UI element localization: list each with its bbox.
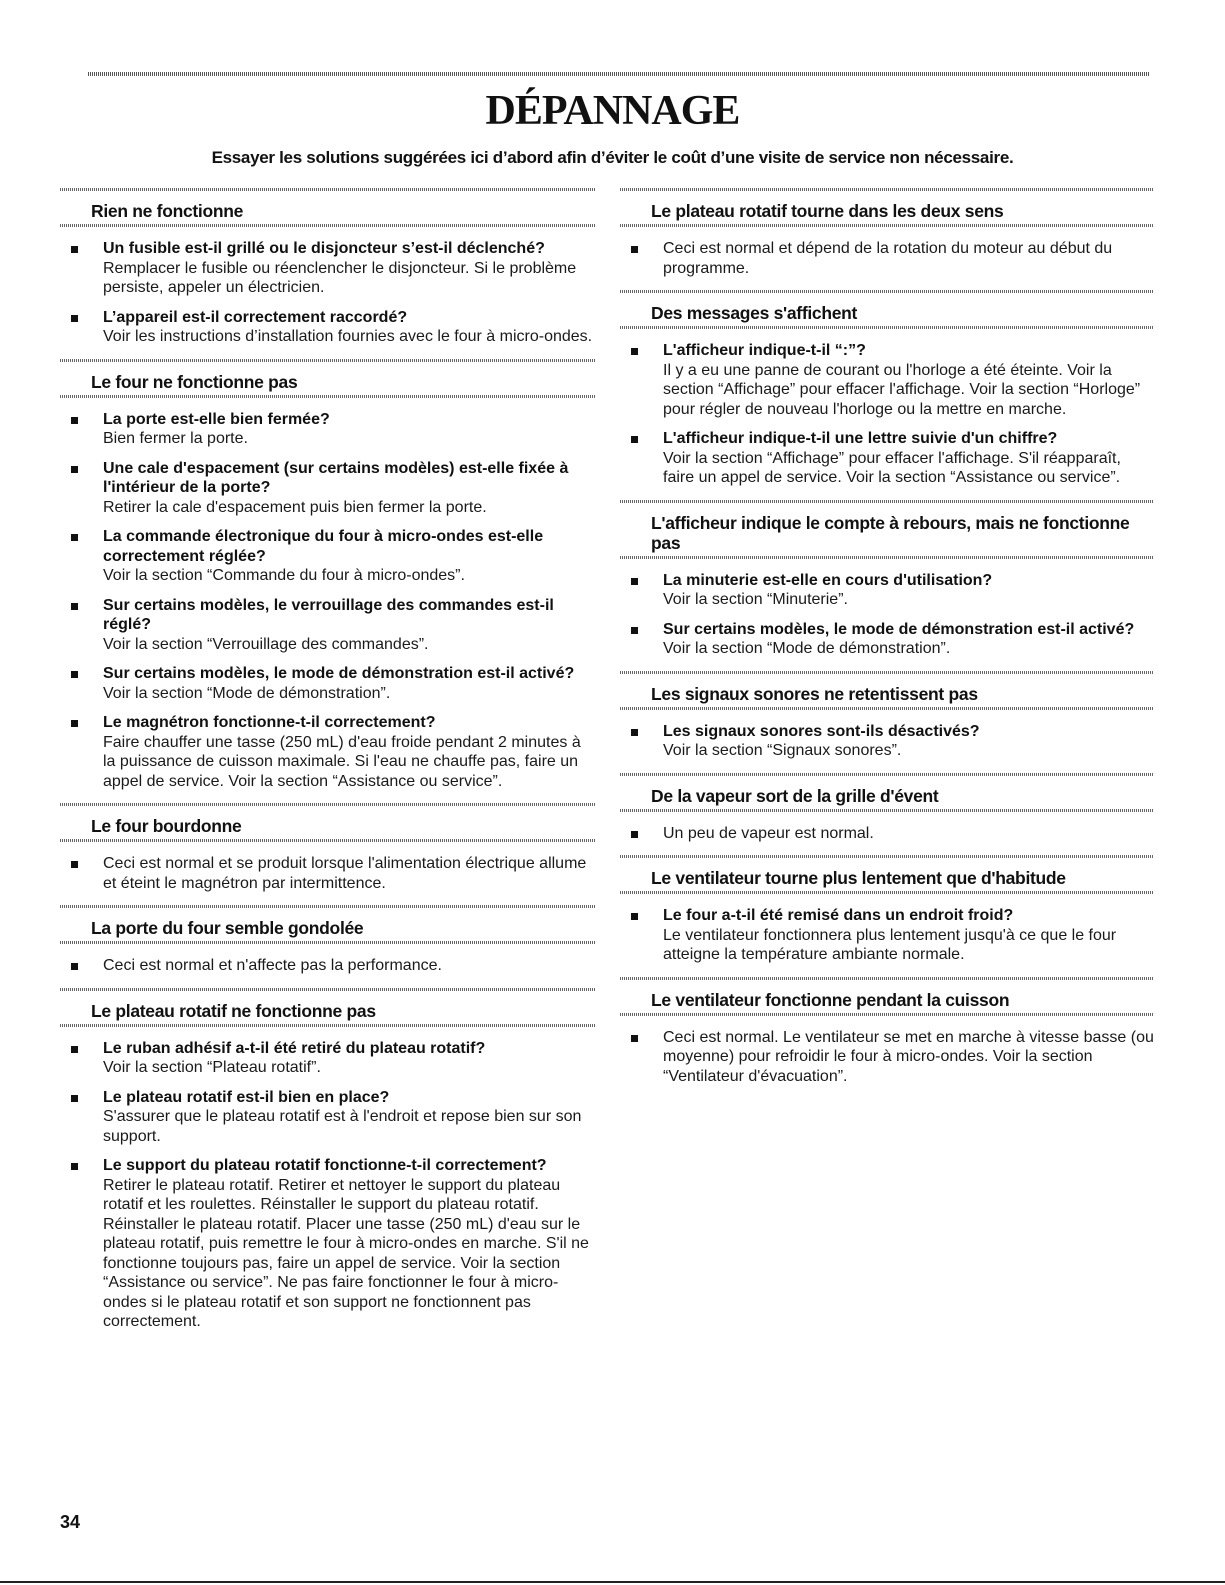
square-bullet-icon [71, 315, 78, 322]
item-answer: Retirer le plateau rotatif. Retirer et nettoyer le support du plateau rotatif et les roulettes. Réinstaller le support du plateau rotatif. Réinstaller le plateau rotatif. Placer une tasse (250 mL) d'eau sur le plateau rotatif, puis remettre le four à micro-ondes en marche. S'il ne fonctionne toujours pas, faire un appel de service. Voir la section “Assistance ou service”. Ne pas faire fonctionner le four à micro-ondes si le plateau rotatif et son support ne fonctionnent pas correctement. [103, 1176, 589, 1330]
square-bullet-icon [71, 671, 78, 678]
section-rule [620, 707, 1154, 710]
list-item [60, 459, 596, 518]
list-item [60, 1088, 596, 1147]
square-bullet-icon [71, 603, 78, 610]
section-rule [620, 891, 1154, 894]
list-item [620, 620, 1154, 659]
square-bullet-icon [631, 348, 638, 355]
list-item [60, 664, 596, 703]
item-question: La commande électronique du four à micro-ondes est-elle correctement réglée? [103, 528, 544, 565]
troubleshooting-section [620, 671, 1154, 761]
item-question: Les signaux sonores sont-ils désactivés? [663, 722, 980, 740]
square-bullet-icon [631, 627, 638, 634]
item-list [620, 1028, 1154, 1087]
list-item [620, 906, 1154, 965]
item-answer: Voir les instructions d’installation fournies avec le four à micro-ondes. [103, 328, 593, 345]
section-rule [620, 1013, 1154, 1016]
item-question: Une cale d'espacement (sur certains modèles) est-elle fixée à l'intérieur de la porte? [103, 459, 569, 496]
item-question: La porte est-elle bien fermée? [103, 410, 330, 428]
square-bullet-icon [71, 1095, 78, 1102]
item-list [60, 239, 596, 347]
square-bullet-icon [71, 1163, 78, 1170]
item-list [60, 1039, 596, 1332]
list-item [620, 722, 1154, 761]
section-title: Le plateau rotatif tourne dans les deux sens [651, 201, 1004, 221]
square-bullet-icon [631, 246, 638, 253]
square-bullet-icon [631, 578, 638, 585]
section-title: Le plateau rotatif ne fonctionne pas [91, 1000, 376, 1021]
item-answer: Voir la section “Mode de démonstration”. [103, 684, 391, 702]
item-answer: Bien fermer la porte. [103, 430, 248, 447]
troubleshooting-section [60, 803, 596, 893]
item-answer: Remplacer le fusible ou réenclencher le disjoncteur. Si le problème persiste, appeler un électricien. [103, 259, 577, 296]
item-answer: Voir la section “Mode de démonstration”. [663, 640, 951, 657]
item-answer: Un peu de vapeur est normal. [663, 824, 874, 842]
list-item [60, 1039, 596, 1078]
troubleshooting-section [60, 359, 596, 792]
list-item [60, 713, 596, 791]
list-item [60, 596, 596, 655]
item-list [60, 410, 596, 792]
section-title: La porte du four semble gondolée [91, 918, 364, 938]
troubleshooting-section [620, 977, 1154, 1087]
item-list [620, 239, 1154, 278]
item-answer: Voir la section “Plateau rotatif”. [103, 1059, 321, 1076]
section-rule [620, 326, 1154, 329]
item-answer: Faire chauffer une tasse (250 mL) d'eau froide pendant 2 minutes à la puissance de cuisson maximale. Si l'eau ne chauffe pas, faire un appel de service. Voir la section “Assistance ou service”. [103, 733, 581, 790]
square-bullet-icon [71, 417, 78, 424]
item-question: Sur certains modèles, le mode de démonstration est-il activé? [103, 665, 575, 682]
header-rule [88, 72, 1150, 76]
item-list [60, 956, 596, 976]
page-number: 34 [60, 1512, 81, 1532]
square-bullet-icon [631, 436, 638, 443]
item-question: Le plateau rotatif est-il bien en place? [103, 1088, 390, 1106]
list-item [620, 1028, 1154, 1087]
square-bullet-icon [71, 861, 78, 868]
item-list [620, 906, 1154, 965]
section-rule [620, 224, 1154, 227]
section-rule [60, 839, 596, 842]
list-item [620, 239, 1154, 278]
troubleshooting-section [620, 188, 1154, 278]
item-question: Le support du plateau rotatif fonctionne-t-il correctement? [103, 1157, 547, 1174]
list-item [620, 429, 1154, 488]
item-question: L'afficheur indique-t-il “:”? [663, 342, 866, 359]
item-answer: Ceci est normal et n'affecte pas la performance. [103, 957, 442, 974]
item-list [620, 341, 1154, 488]
troubleshooting-section [620, 500, 1154, 659]
square-bullet-icon [71, 534, 78, 541]
troubleshooting-section [620, 773, 1154, 844]
item-list [620, 824, 1154, 844]
list-item [60, 239, 596, 298]
section-title: De la vapeur sort de la grille d'évent [651, 785, 939, 806]
item-answer: Ceci est normal. Le ventilateur se met en marche à vitesse basse (ou moyenne) pour refroidir le four à micro-ondes. Voir la section “Ventilateur d'évacuation”. [663, 1028, 1154, 1085]
list-item [60, 410, 596, 449]
item-answer: Ceci est normal et dépend de la rotation du moteur au début du programme. [663, 240, 1113, 277]
page-title: DÉPANNAGE [485, 88, 740, 134]
list-item [60, 527, 596, 586]
list-item [60, 854, 596, 893]
square-bullet-icon [631, 729, 638, 736]
right-column [620, 188, 1154, 1098]
section-title: Le ventilateur fonctionne pendant la cuisson [651, 989, 1010, 1010]
section-rule [60, 1024, 596, 1027]
section-rule [620, 556, 1154, 559]
footer-rule [0, 1581, 1225, 1583]
item-answer: Voir la section “Commande du four à micro-ondes”. [103, 567, 465, 584]
list-item [620, 571, 1154, 610]
troubleshooting-section [60, 188, 596, 347]
item-answer: Retirer la cale d'espacement puis bien fermer la porte. [103, 498, 487, 516]
square-bullet-icon [71, 246, 78, 253]
item-question: Le magnétron fonctionne-t-il correctement? [103, 714, 436, 731]
item-question: L’appareil est-il correctement raccordé? [103, 308, 408, 326]
section-title: Le four bourdonne [91, 816, 242, 836]
left-column [60, 188, 596, 1344]
list-item [620, 341, 1154, 419]
square-bullet-icon [71, 963, 78, 970]
section-title: Le four ne fonctionne pas [91, 371, 298, 392]
item-answer: Ceci est normal et se produit lorsque l'alimentation électrique allume et éteint le magnétron par intermittence. [103, 855, 587, 892]
section-rule [60, 224, 596, 227]
item-answer: Voir la section “Affichage” pour effacer l'affichage. S'il réapparaît, faire un appel de service. Voir la section “Assistance ou service”. [663, 449, 1121, 486]
item-answer: S'assurer que le plateau rotatif est à l'endroit et repose bien sur son support. [103, 1108, 582, 1145]
section-title: L'afficheur indique le compte à rebours, mais ne fonctionne pas [651, 512, 1130, 553]
section-title: Rien ne fonctionne [91, 201, 244, 221]
troubleshooting-section [60, 988, 596, 1332]
troubleshooting-section [620, 855, 1154, 965]
item-answer: Il y a eu une panne de courant ou l'horloge a été éteinte. Voir la section “Affichage” pour effacer l'affichage. Voir la section “Horloge” pour régler de nouveau l'horloge ou la mettre en marche. [663, 361, 1141, 418]
list-item [60, 1156, 596, 1332]
item-question: Un fusible est-il grillé ou le disjoncteur s’est-il déclenché? [103, 240, 545, 257]
square-bullet-icon [71, 720, 78, 727]
item-question: Sur certains modèles, le verrouillage des commandes est-il réglé? [103, 596, 554, 633]
item-list [60, 854, 596, 893]
item-answer: Voir la section “Minuterie”. [663, 591, 848, 608]
square-bullet-icon [71, 466, 78, 473]
section-title: Le ventilateur tourne plus lentement que d'habitude [651, 868, 1066, 888]
list-item [620, 824, 1154, 844]
item-question: Le ruban adhésif a-t-il été retiré du plateau rotatif? [103, 1039, 486, 1057]
item-question: L'afficheur indique-t-il une lettre suivie d'un chiffre? [663, 430, 1058, 447]
troubleshooting-section [60, 905, 596, 976]
list-item [60, 956, 596, 976]
section-title: Des messages s'affichent [651, 303, 858, 323]
section-rule [60, 395, 596, 398]
item-answer: Voir la section “Verrouillage des commandes”. [103, 635, 429, 653]
item-answer: Le ventilateur fonctionnera plus lentement jusqu'à ce que le four atteigne la température ambiante normale. [663, 926, 1117, 963]
item-answer: Voir la section “Signaux sonores”. [663, 742, 902, 759]
section-title: Les signaux sonores ne retentissent pas [651, 683, 978, 704]
troubleshooting-section [620, 290, 1154, 488]
list-item [60, 308, 596, 347]
square-bullet-icon [631, 831, 638, 838]
section-rule [60, 941, 596, 944]
item-list [620, 722, 1154, 761]
item-question: Sur certains modèles, le mode de démonstration est-il activé? [663, 620, 1135, 638]
page-subtitle: Essayer les solutions suggérées ici d’abord afin d’éviter le coût d’une visite de service non nécessaire. [211, 148, 1014, 167]
square-bullet-icon [631, 1035, 638, 1042]
item-question: La minuterie est-elle en cours d'utilisation? [663, 571, 993, 589]
section-rule [620, 809, 1154, 812]
square-bullet-icon [631, 913, 638, 920]
item-list [620, 571, 1154, 659]
item-question: Le four a-t-il été remisé dans un endroit froid? [663, 907, 1014, 924]
square-bullet-icon [71, 1046, 78, 1053]
